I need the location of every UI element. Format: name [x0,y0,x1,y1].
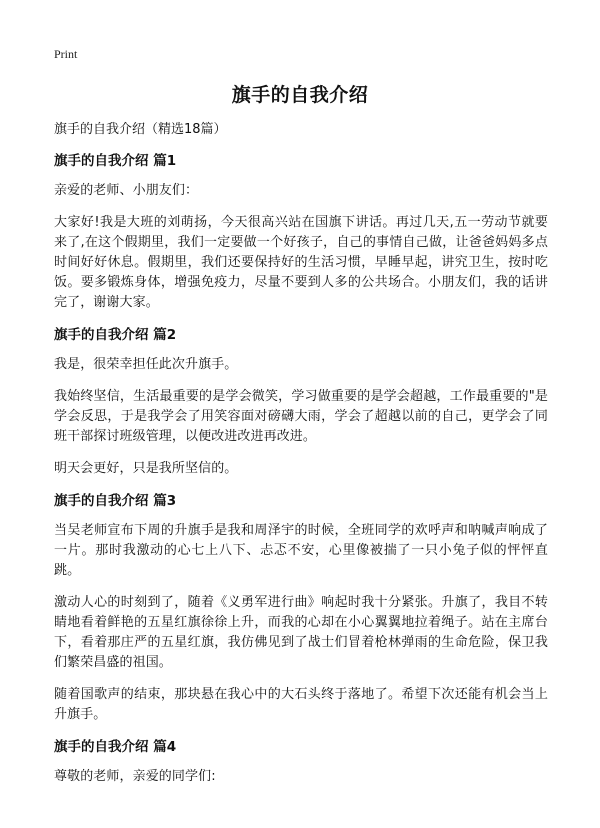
print-label: Print [54,47,78,61]
paragraph: 随着国歌声的结束，那块悬在我心中的大石头终于落地了。希望下次还能有机会当上升旗手。 [54,687,548,722]
section-heading: 旗手的自我介绍 篇3 [54,493,177,509]
article-body [54,120,548,799]
section-heading: 旗手的自我介绍 篇2 [54,327,177,343]
paragraph: 我始终坚信，生活最重要的是学会微笑，学习做重要的是学会超越，工作最重要的"是学会反思，于是我学会了用笑容面对磅礴大雨，学会了超越以前的自己，更学会了同班干部探讨班级管理，以便改进改进再改进。 [54,389,548,444]
paragraph: 亲爱的老师、小朋友们： [54,183,199,198]
paragraph: 激动人心的时刻到了，随着《义勇军进行曲》响起时我十分紧张。升旗了，我目不转睛地看着鲜艳的五星红旗徐徐上升，而我的心却在小心翼翼地拉着绳子。站在主席台下，看着那庄严的五星红旗，我仿佛见到了战士们冒着枪林弹雨的生命危险，保卫我们繁荣昌盛的祖国。 [54,595,548,670]
paragraph: 我是，很荣幸担任此次升旗手。 [54,357,238,372]
section-heading: 旗手的自我介绍 篇1 [54,153,177,169]
section-2 [54,325,548,479]
page-title: 旗手的自我介绍 [231,84,369,106]
section-4 [54,737,548,787]
section-1 [54,151,548,313]
section-3 [54,491,548,725]
paragraph: 当吴老师宣布下周的升旗手是我和周泽宇的时候，全班同学的欢呼声和呐喊声响成了一片。那时我激动的心七上八下、忐忑不安，心里像被揣了一只小兔子似的怦怦直跳。 [54,523,548,578]
article-subtitle: 旗手的自我介绍（精选18篇） [54,122,227,137]
paragraph: 明天会更好，只是我所坚信的。 [54,461,238,476]
section-heading: 旗手的自我介绍 篇4 [54,739,177,755]
paragraph: 大家好!我是大班的刘萌扬，今天很高兴站在国旗下讲话。再过几天,五一劳动节就要来了,在这个假期里，我们一定要做一个好孩子，自己的事情自己做，让爸爸妈妈多点时间好好休息。假期里，我们还要保持好的生活习惯，早睡早起，讲究卫生，按时吃饭。要多锻炼身体，增强免疫力，尽量不要到人多的公共场合。小朋友们，我的话讲完了，谢谢大家。 [54,215,548,310]
paragraph: 尊敬的老师，亲爱的同学们: [54,769,216,784]
